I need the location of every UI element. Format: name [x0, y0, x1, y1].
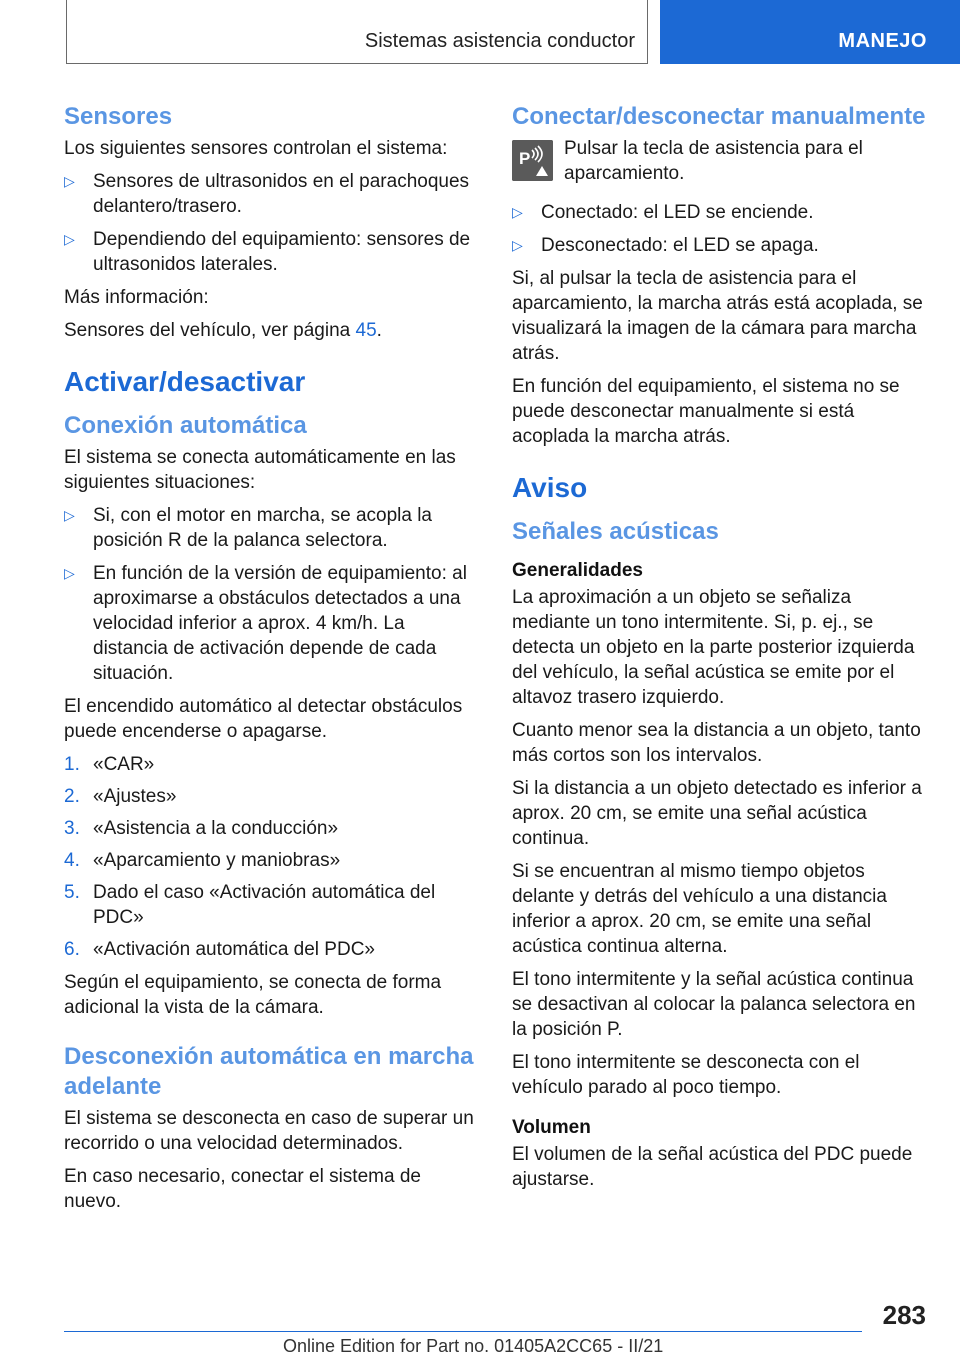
- heading-senales: Señales acústicas: [512, 518, 719, 545]
- conexion-after: Según el equipamiento, se conecta de forma adicional la vista de la cámara.: [64, 972, 442, 1018]
- heading-manual: Conectar/desconectar manualmente: [512, 103, 926, 130]
- list-item: ▷ Si, con el motor en marcha, se acopla la posición R de la palanca selectora.: [64, 505, 433, 551]
- heading-sensores: Sensores: [64, 103, 173, 130]
- section-title: Sistemas asistencia conductor: [364, 30, 635, 52]
- heading-activar: Activar/desactivar: [64, 366, 306, 397]
- triangle-bullet-icon: ▷: [512, 237, 523, 253]
- conexion-intro: El sistema se conecta automáticamente en las siguientes situaciones:: [64, 447, 456, 493]
- list-item: ▷ Sensores de ultrasonidos en el parachoques delantero/trasero.: [64, 171, 470, 217]
- heading-generalidades: Generalidades: [512, 560, 643, 581]
- step-item: 5. Dado el caso «Activación automática del PDC»: [64, 882, 436, 928]
- chapter-title: MANEJO: [838, 30, 927, 52]
- triangle-bullet-icon: ▷: [64, 565, 75, 581]
- triangle-bullet-icon: ▷: [64, 231, 75, 247]
- left-column: [64, 102, 482, 1222]
- page-link[interactable]: 45: [355, 320, 377, 341]
- list-item: ▷ En función de la versión de equipamiento: al aproximarse a obstáculos detectados a una velocidad inferior a aprox. 4 km/h. La distancia de activación depende de cada situación.: [64, 563, 467, 684]
- svg-text:P: P: [519, 149, 531, 168]
- more-info-label: Más información:: [64, 287, 209, 308]
- manual-list: [512, 200, 930, 258]
- page-number: 283: [882, 1300, 926, 1330]
- senales-para: El tono intermitente y la señal acústica continua se desactivan al colocar la palanca selectora en la posición P.: [512, 969, 916, 1040]
- right-column: [512, 102, 930, 1200]
- conexion-list: [64, 503, 482, 686]
- list-item: ▷ Conectado: el LED se enciende.: [512, 202, 814, 223]
- list-item: ▷ Desconectado: el LED se apaga.: [512, 235, 819, 256]
- step-item: 2. «Ajustes»: [64, 786, 177, 807]
- triangle-bullet-icon: ▷: [64, 173, 75, 189]
- desconexion-p1: El sistema se desconecta en caso de superar un recorrido o una velocidad determinados.: [64, 1108, 474, 1154]
- step-item: 6. «Activación automática del PDC»: [64, 939, 375, 960]
- volumen-text: El volumen de la señal acústica del PDC puede ajustarse.: [512, 1144, 913, 1190]
- running-header-section: [66, 0, 648, 64]
- icon-instruction-text: Pulsar la tecla de asistencia para el aparcamiento.: [564, 138, 863, 184]
- sensores-list: [64, 169, 482, 277]
- list-item: ▷ Dependiendo del equipamiento: sensores de ultrasonidos laterales.: [64, 229, 471, 275]
- cross-reference: Sensores del vehículo, ver página 45.: [64, 320, 382, 341]
- heading-desconexion: Desconexión automática en marcha adelante: [64, 1043, 474, 1100]
- heading-conexion: Conexión automática: [64, 412, 307, 439]
- conexion-para: El encendido automático al detectar obstáculos puede encenderse o apagarse.: [64, 696, 463, 742]
- step-item: 4. «Aparcamiento y maniobras»: [64, 850, 341, 871]
- triangle-bullet-icon: ▷: [512, 204, 523, 220]
- manual-p2: En función del equipamiento, el sistema no se puede desconectar manualmente si está acoplada la marcha atrás.: [512, 376, 900, 447]
- manual-p1: Si, al pulsar la tecla de asistencia para el aparcamiento, la marcha atrás está acoplada, se visualizará la imagen de la cámara para marcha atrás.: [512, 268, 923, 364]
- icon-instruction: [512, 136, 930, 186]
- heading-aviso: Aviso: [512, 472, 588, 503]
- senales-para: Cuanto menor sea la distancia a un objeto, tanto más cortos son los intervalos.: [512, 720, 921, 766]
- step-item: 3. «Asistencia a la conducción»: [64, 818, 339, 839]
- parking-assist-icon: [512, 140, 553, 181]
- senales-para: El tono intermitente se desconecta con el vehículo parado al poco tiempo.: [512, 1052, 860, 1098]
- desconexion-p2: En caso necesario, conectar el sistema de nuevo.: [64, 1166, 421, 1212]
- footer-rule: [64, 1331, 862, 1332]
- sensores-intro: Los siguientes sensores controlan el sistema:: [64, 138, 448, 159]
- steps-list: [64, 752, 482, 962]
- senales-para: Si la distancia a un objeto detectado es inferior a aprox. 20 cm, se emite una señal acústica continua.: [512, 778, 922, 849]
- step-item: 1. «CAR»: [64, 754, 155, 775]
- running-header-chapter-tab: [660, 0, 960, 64]
- heading-volumen: Volumen: [512, 1117, 591, 1138]
- triangle-bullet-icon: ▷: [64, 507, 75, 523]
- edition-footer: Online Edition for Part no. 01405A2CC65 - II/21: [283, 1336, 664, 1356]
- senales-para: La aproximación a un objeto se señaliza mediante un tono intermitente. Si, p. ej., se detecta un objeto en la parte posterior izquierda del vehículo, la señal acústica se emite por el altavoz trasero izquierdo.: [512, 587, 915, 708]
- senales-para: Si se encuentran al mismo tiempo objetos delante y detrás del vehículo a una distancia inferior a aprox. 20 cm, se emite una señal acústica continua alterna.: [512, 861, 887, 957]
